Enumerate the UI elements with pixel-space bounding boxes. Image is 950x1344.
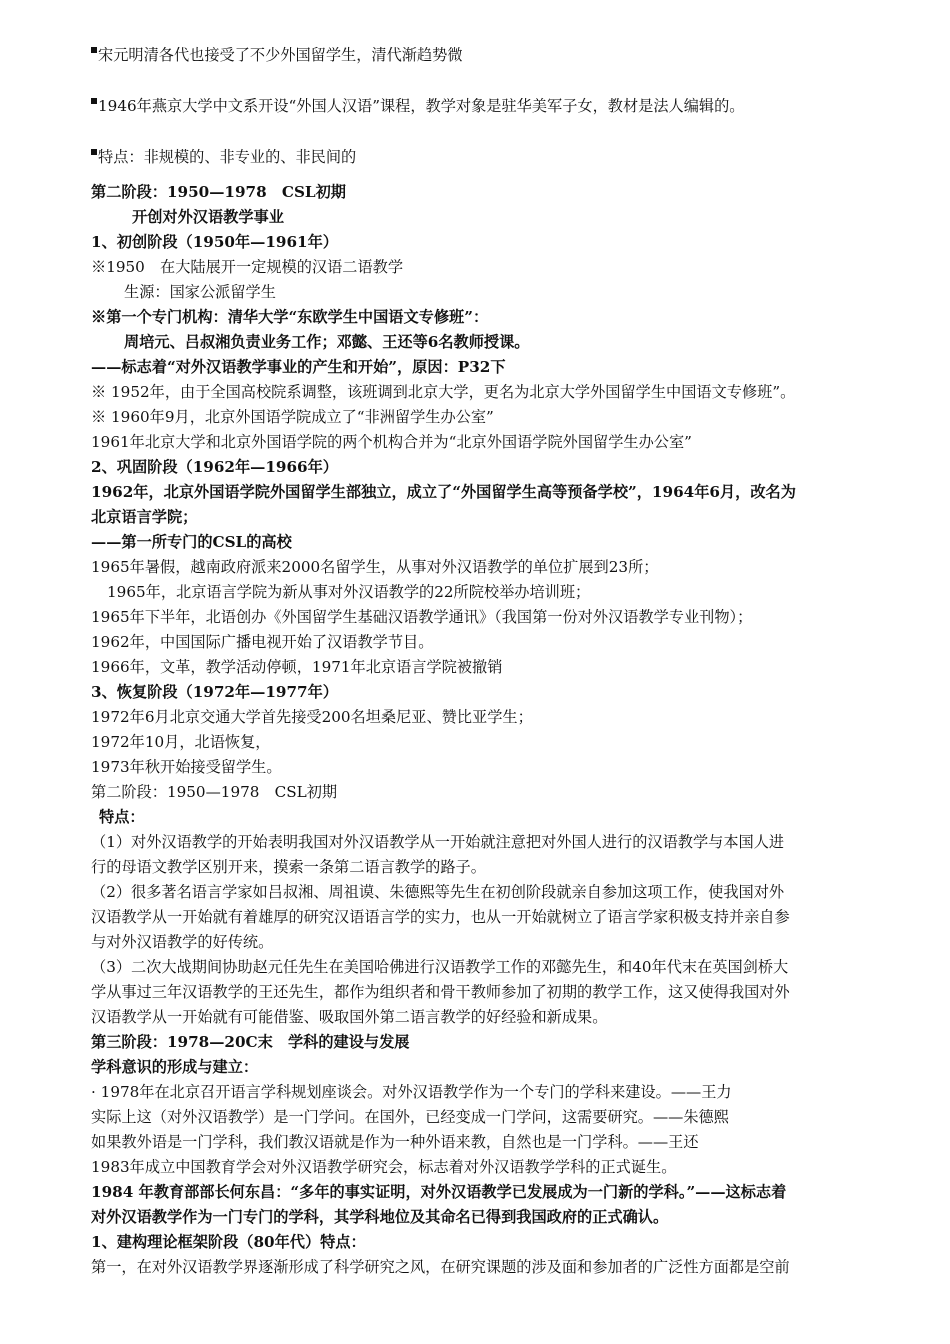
text-line: 1983年成立中国教育学会对外汉语教学研究会，标志着对外汉语教学学科的正式诞生。 [91,1158,677,1176]
text-line: 1965年下半年，北语创办《外国留学生基础汉语教学通讯》（我国第一份对外汉语教学专业刊物）； [91,608,753,626]
text-line: 周培元、吕叔湘负责业务工作；邓懿、王还等6名教师授课。 [124,333,530,351]
paragraph-line: 与对外汉语教学的好传统。 [91,933,274,951]
text-line: ※1950 在大陆展开一定规模的汉语二语教学 [91,258,404,276]
subsection-heading: 1、建构理论框架阶段（80年代）特点： [91,1233,366,1251]
text-line: 第二阶段：1950—1978 CSL初期 [91,783,338,801]
text-line: 1965年，北京语言学院为新从事对外汉语教学的22所院校举办培训班； [107,583,591,601]
paragraph-line: （3）二次大战期间协助赵元任先生在美国哈佛进行汉语教学工作的邓懿先生，和40年代末在英国剑桥大 [91,958,789,976]
paragraph-line: （2）很多著名语言学家如吕叔湘、周祖谟、朱德熙等先生在初创阶段就亲自参加这项工作，使我国对外 [91,883,785,901]
text-line: ※第一个专门机构：清华大学“东欧学生中国语文专修班”： [91,308,489,326]
text-line: 北京语言学院； [91,508,198,526]
bullet-icon [91,98,97,104]
text-line: 生源：国家公派留学生 [124,283,276,301]
subsection-heading: 3、恢复阶段（1972年—1977年） [91,683,338,701]
paragraph-line: 汉语教学从一开始就有可能借鉴、吸取国外第二语言教学的好经验和新成果。 [91,1008,608,1026]
text-line: 宋元明清各代也接受了不少外国留学生，清代渐趋势微 [91,44,463,66]
paragraph-line: 学从事过三年汉语教学的王还先生，都作为组织者和骨干教师参加了初期的教学工作，这又使得我国对外 [91,983,790,1001]
text-line: 1966年，文革，教学活动停顿，1971年北京语言学院被撤销 [91,658,503,676]
text-line: 1962年，中国国际广播电视开始了汉语教学节目。 [91,633,434,651]
text-line: 特点：非规模的、非专业的、非民间的 [91,146,356,168]
text-line: 1984 年教育部部长何东昌：“多年的事实证明，对外汉语教学已发展成为一门新的学科。”——这标志着 [91,1183,787,1201]
subsection-heading: 学科意识的形成与建立： [91,1058,259,1076]
section-heading: 第三阶段：1978—20C末 学科的建设与发展 [91,1033,410,1051]
text-line: 特点： [99,808,145,826]
section-heading: 第二阶段：1950—1978 CSL初期 [91,183,346,201]
text-line: ※ 1960年9月，北京外国语学院成立了“非洲留学生办公室” [91,408,494,426]
subheading: 开创对外汉语教学事业 [132,208,284,226]
text-line: 1946年燕京大学中文系开设“外国人汉语”课程，教学对象是驻华美军子女，教材是法人编辑的。 [91,95,745,117]
text-line: 1972年10月，北语恢复， [91,733,271,751]
paragraph-line: 行的母语文教学区别开来，摸索一条第二语言教学的路子。 [91,858,486,876]
text-line: 1972年6月北京交通大学首先接受200名坦桑尼亚、赞比亚学生； [91,708,533,726]
text-line: ——第一所专门的CSL的高校 [91,533,292,551]
text-line: 1973年秋开始接受留学生。 [91,758,282,776]
bullet-icon [91,47,97,53]
text-line: 如果教外语是一门学科，我们教汉语就是作为一种外语来教，自然也是一门学科。——王还 [91,1133,699,1151]
text-line: 1961年北京大学和北京外国语学院的两个机构合并为“北京外国语学院外国留学生办公室” [91,433,692,451]
paragraph-line: （1）对外汉语教学的开始表明我国对外汉语教学从一开始就注意把对外国人进行的汉语教学与本国人进 [91,833,785,851]
text-line: 实际上这（对外汉语教学）是一门学问。在国外，已经变成一门学问，这需要研究。——朱德熙 [91,1108,729,1126]
text-line: 1965年暑假，越南政府派来2000名留学生，从事对外汉语教学的单位扩展到23所； [91,558,659,576]
text-line: ——标志着“对外汉语教学事业的产生和开始”，原因：P32下 [91,358,506,376]
text-line: ※ 1952年，由于全国高校院系调整，该班调到北京大学，更名为北京大学外国留学生中国语文专修班”。 [91,383,796,401]
subsection-heading: 2、巩固阶段（1962年—1966年） [91,458,338,476]
text-line: 1962年，北京外国语学院外国留学生部独立，成立了“外国留学生高等预备学校”，1964年6月，改名为 [91,483,796,501]
subsection-heading: 1、初创阶段（1950年—1961年） [91,233,338,251]
paragraph-line: 第一，在对外汉语教学界逐渐形成了科学研究之风，在研究课题的涉及面和参加者的广泛性方面都是空前 [91,1258,790,1276]
text-line: 对外汉语教学作为一门专门的学科，其学科地位及其命名已得到我国政府的正式确认。 [91,1208,669,1226]
bullet-icon [91,149,97,155]
text-line: · 1978年在北京召开语言学科规划座谈会。对外汉语教学作为一个专门的学科来建设。——王力 [91,1083,732,1101]
paragraph-line: 汉语教学从一开始就有着雄厚的研究汉语语言学的实力，也从一开始就树立了语言学家积极支持并亲自参 [91,908,790,926]
